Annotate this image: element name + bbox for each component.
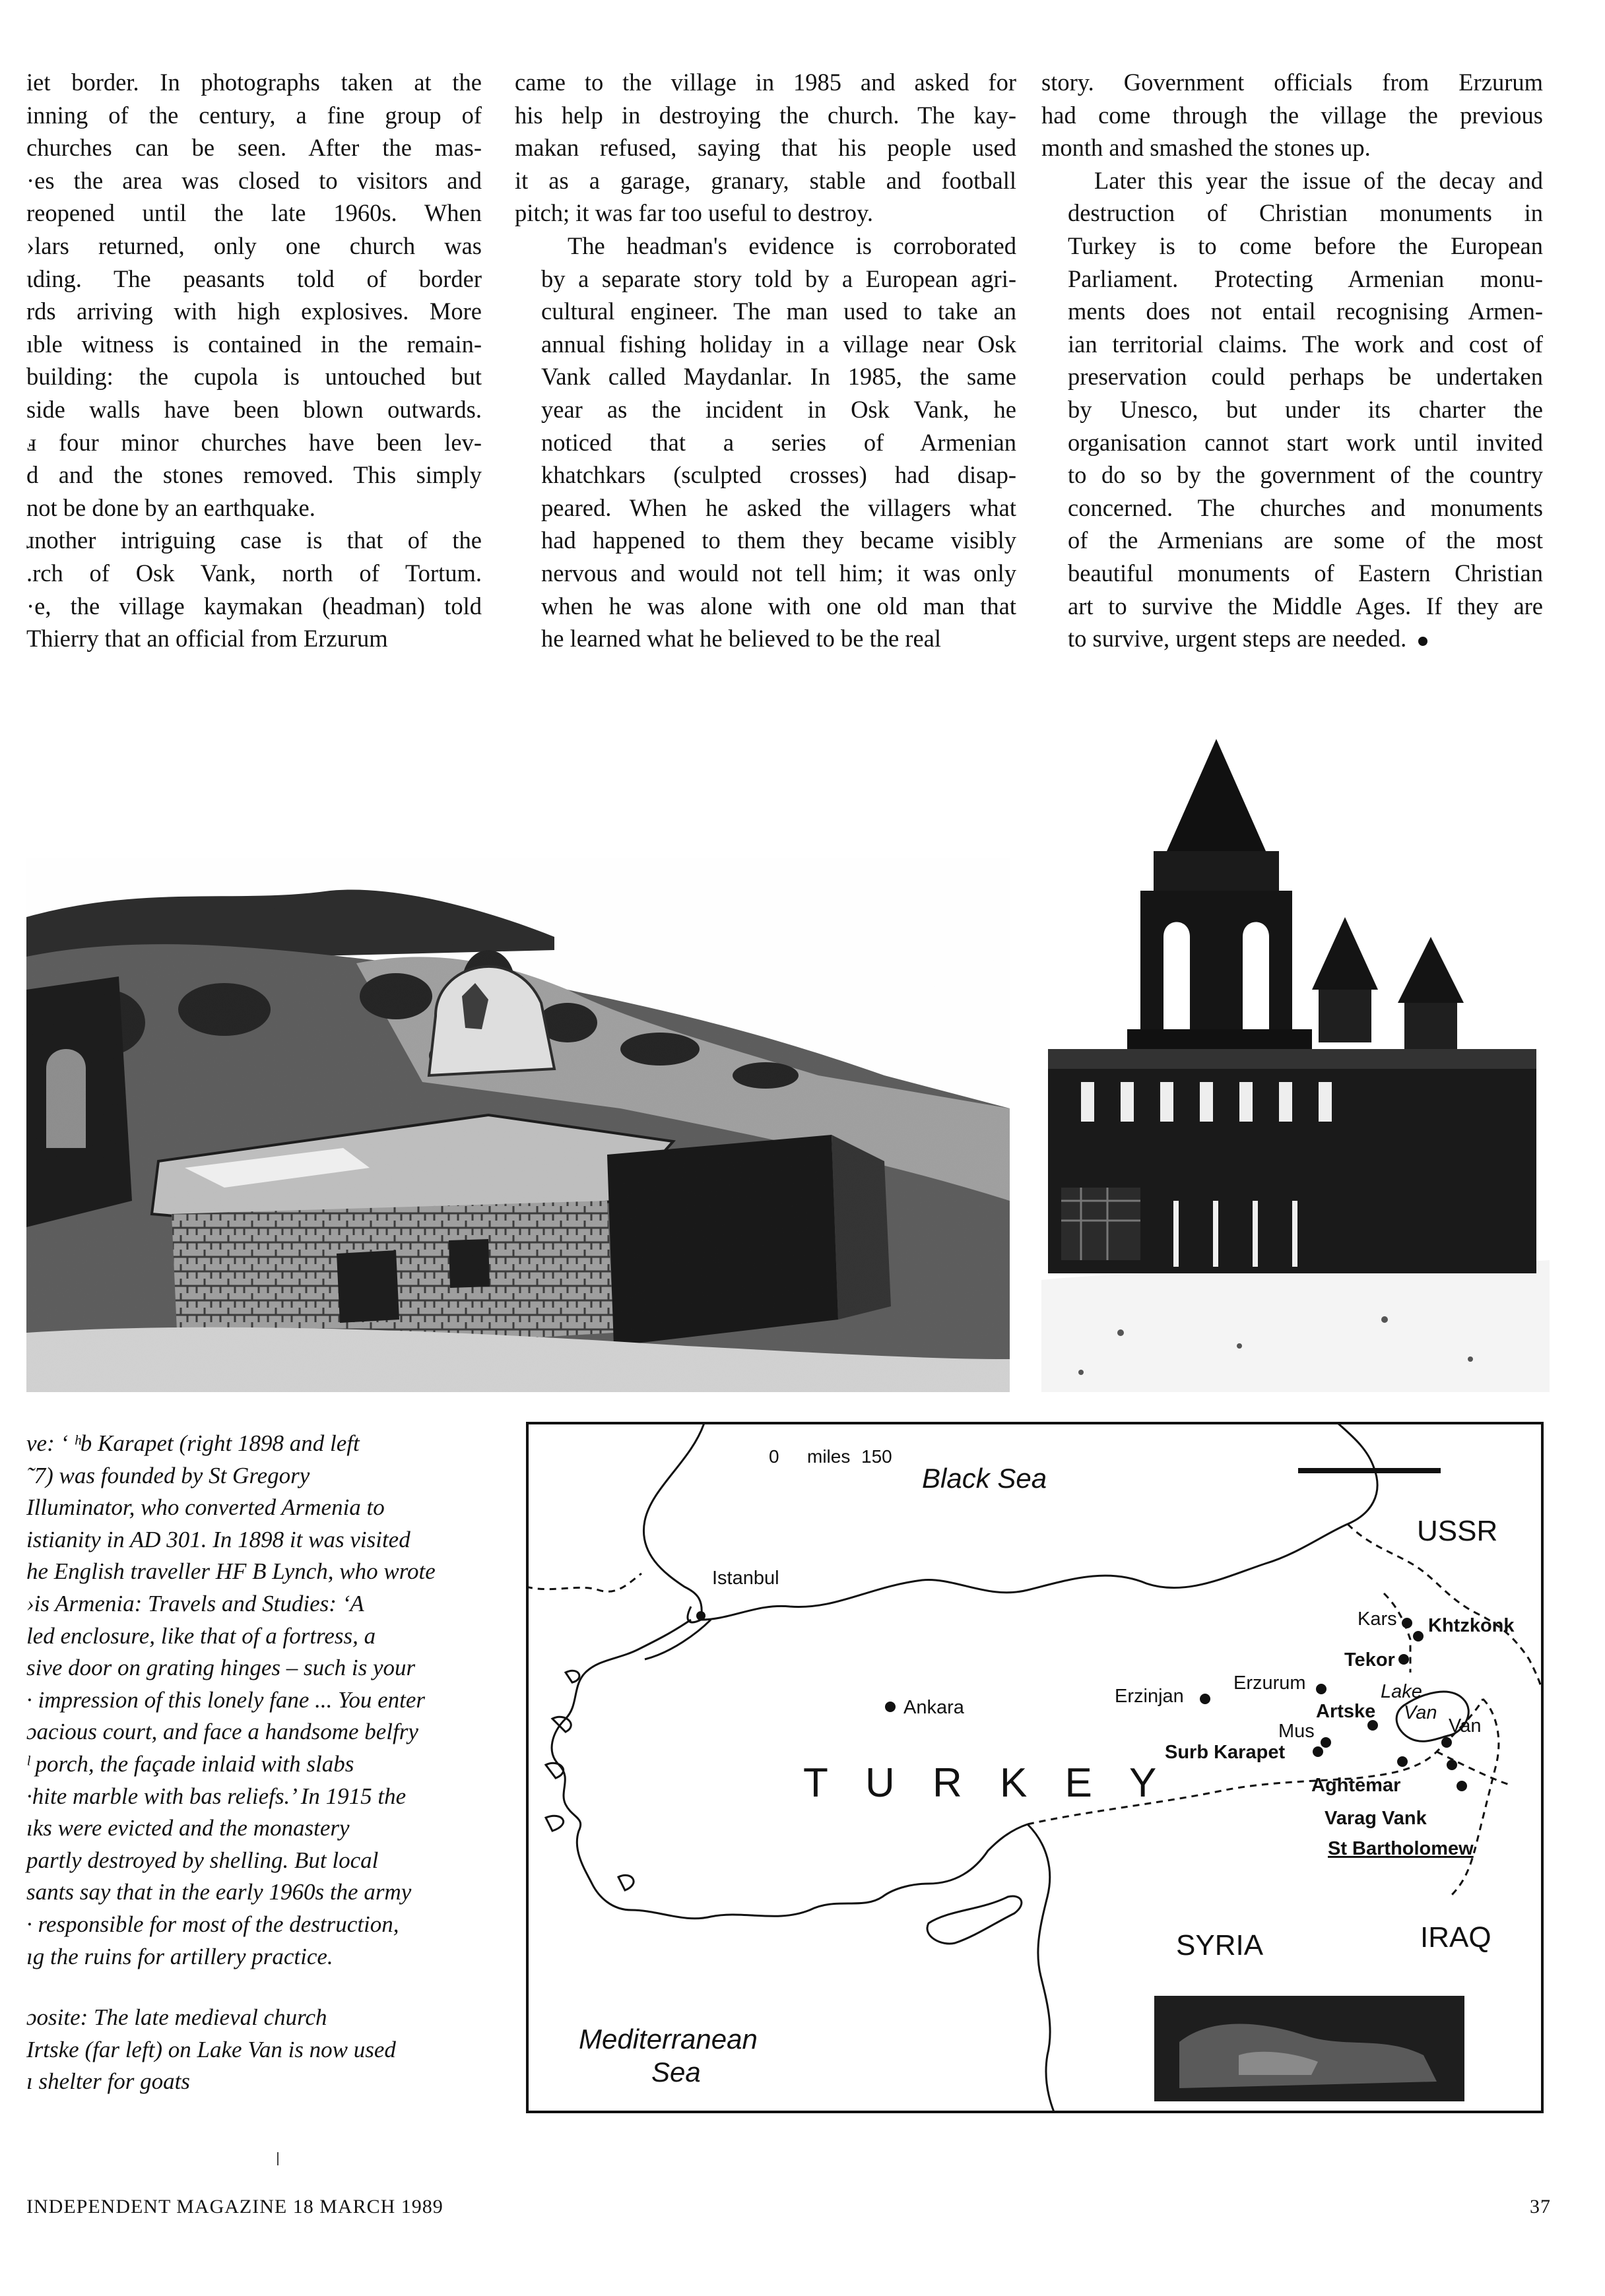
text-line: Vank called Maydanlar. In 1985, the same [541, 363, 1016, 391]
place-kars: Kars [1358, 1609, 1397, 1630]
text-line: ıble witness is contained in the remain- [26, 330, 482, 358]
map-svg [526, 1422, 1544, 2113]
text-line: beautiful monuments of Eastern Christian [1068, 559, 1543, 587]
label-ussr: USSR [1417, 1515, 1498, 1547]
text-line: his help in destroying the church. The kay- [515, 101, 1016, 129]
col2-paragraph [515, 66, 1016, 230]
scale-unit: miles [807, 1446, 851, 1467]
text-line: building: the cupola is untouched but [26, 363, 482, 391]
place-khtzkonk: Khtzkonk [1428, 1615, 1515, 1636]
label-black-sea: Black Sea [922, 1463, 1047, 1494]
text-line: pitch; it was far too useful to destroy. [515, 199, 873, 227]
photo-caption [26, 1428, 488, 2127]
text-line: side walls have been blown outwards. [26, 395, 482, 423]
text-line: not be done by an earthquake. [26, 494, 315, 521]
text-line: year as the incident in Osk Vank, he [541, 395, 1016, 423]
text-line: he learned what he believed to be the real [541, 625, 942, 653]
footer-publication: INDEPENDENT MAGAZINE 18 MARCH 1989 [26, 2196, 443, 2217]
text-line: to do so by the government of the country [1068, 461, 1543, 489]
photo-church-1898 [1041, 739, 1550, 1392]
text-line: concerned. The churches and monuments [1068, 494, 1543, 521]
text-line: makan refused, saying that his people used [515, 134, 1016, 162]
text-line: ɹnother intriguing case is that of the [26, 526, 482, 554]
text-line: came to the village in 1985 and asked for [515, 69, 1016, 96]
text-line: nervous and would not tell him; it was only [541, 559, 1016, 587]
place-erzinjan: Erzinjan [1115, 1686, 1184, 1707]
text-line: ·e, the village kaymakan (headman) told [26, 592, 482, 620]
place-van: Van [1449, 1715, 1482, 1737]
text-line: rds arriving with high explosives. More [26, 298, 482, 325]
text-line: ⅎ four minor churches have been lev- [26, 428, 482, 456]
col1-paragraph [26, 524, 482, 654]
place-tekor: Tekor [1344, 1649, 1395, 1671]
col2-paragraph [515, 230, 1016, 655]
photo-ruined-monastery [26, 858, 1010, 1392]
place-lake-van: Van [1404, 1702, 1437, 1723]
caption-rule [277, 2152, 278, 2165]
place-erzurum: Erzurum [1233, 1673, 1306, 1694]
place-surb-karapet: Surb Karapet [1165, 1742, 1286, 1763]
text-line: peared. When he asked the villagers what [541, 494, 1016, 521]
text-line: by a separate story told by a European agri- [541, 265, 1016, 292]
text-line: d and the stones removed. This simply [26, 461, 482, 489]
label-mediterranean: Mediterranean [579, 2024, 758, 2055]
caption-surb-karapet: ve: ʻ ʰb Karapet (right 1898 and left ˜7) was founded by St Gregory Illuminator, who converted Armenia to istianity in AD 301. In 1898 it was visited he English traveller HF B Lynch, who wrote ›is Armenia: Travels and Studies: ‘A led enclosure, like that of a fortress, a sive door on grating hinges – such is your · impression of this lonely fane ... You enter ɔacious court, and face a handsome belfry ˡ porch, the façade inlaid with slabs ·hite marble with bas reliefs.’ In 1915 the ıks were evicted and the monastery partly destroyed by shelling. But local sants say that in the early 1960s the army · responsible for most of the destruction, ıg the ruins for artillery practice. [26, 1430, 436, 1969]
text-line: had happened to them they became visibly [541, 526, 1016, 554]
label-sea: Sea [651, 2057, 701, 2088]
scale-max: 150 [861, 1446, 892, 1467]
text-line: ian territorial claims. The work and cost of [1068, 330, 1543, 358]
text-line: The headman's evidence is corroborated [568, 232, 1016, 259]
article-end-bullet [1418, 637, 1427, 646]
place-istanbul: Istanbul [712, 1568, 779, 1589]
text-line: art to survive the Middle Ages. If they are [1068, 592, 1543, 620]
article-column-3 [1041, 66, 1543, 655]
text-line: ·es the area was closed to visitors and [26, 166, 482, 194]
text-line: cultural engineer. The man used to take an [541, 298, 1016, 325]
text-line: story. Government officials from Erzurum [1041, 69, 1543, 96]
col1-paragraph [26, 66, 482, 524]
text-line: to survive, urgent steps are needed. [1041, 622, 1543, 655]
label-syria: SYRIA [1176, 1929, 1264, 1961]
footer-page-number: 37 [1530, 2196, 1551, 2217]
place-lake: Lake [1381, 1681, 1422, 1702]
ruins-illustration [26, 858, 1010, 1392]
text-line: of the Armenians are some of the most [1068, 526, 1543, 554]
text-line: Thierry that an official from Erzurum [26, 625, 388, 653]
article-column-1 [26, 66, 482, 655]
text-line: reopened until the late 1960s. When [26, 199, 482, 227]
text-line: noticed that a series of Armenian [541, 428, 1016, 456]
col3-paragraph [1041, 66, 1543, 164]
text-line: annual fishing holiday in a village near Osk [541, 330, 1016, 358]
place-varag-vank: Varag Vank [1325, 1808, 1427, 1829]
map-turkey-armenian-sites [526, 1422, 1544, 2113]
label-iraq: IRAQ [1420, 1921, 1491, 1954]
text-line: churches can be seen. After the mas- [26, 134, 482, 162]
scale-zero: 0 [769, 1446, 779, 1467]
text-line: organisation cannot start work until invited [1068, 428, 1543, 456]
text-line: ιding. The peasants told of border [26, 265, 482, 292]
article-column-2 [515, 66, 1016, 655]
text-line: preservation could perhaps be undertaken [1068, 363, 1543, 391]
text-line: by Unesco, but under its charter the [1068, 395, 1543, 423]
text-line: ments does not entail recognising Armen- [1068, 298, 1543, 325]
place-artske: Artske [1316, 1701, 1376, 1722]
place-st-bartholomew: St Bartholomew [1328, 1838, 1474, 1859]
text-line: khatchkars (sculpted crosses) had disap- [541, 461, 1016, 489]
text-line: Turkey is to come before the European [1068, 232, 1543, 259]
text-line: when he was alone with one old man that [541, 592, 1016, 620]
text-line: it as a garage, granary, stable and football [515, 166, 1016, 194]
inset-locator-map [1154, 1996, 1464, 2101]
col3-paragraph [1041, 164, 1543, 655]
page-footer [26, 2196, 1551, 2222]
label-turkey: T U R K E Y [803, 1760, 1170, 1806]
place-aghtemar: Aghtemar [1311, 1775, 1401, 1796]
text-line: Parliament. Protecting Armenian monu- [1068, 265, 1543, 292]
text-line: iet border. In photographs taken at the [26, 69, 482, 96]
place-mus: Mus [1278, 1721, 1315, 1742]
text-line: inning of the century, a fine group of [26, 101, 482, 129]
church-illustration [1041, 739, 1550, 1392]
caption-artske: ɔosite: The late medieval church Irtske (far left) on Lake Van is now used ı shelter for goats [26, 2004, 396, 2095]
text-line: had come through the village the previous [1041, 101, 1543, 129]
place-ankara: Ankara [903, 1697, 964, 1718]
text-line: month and smashed the stones up. [1041, 134, 1371, 162]
text-line: .rch of Osk Vank, north of Tortum. [26, 559, 482, 587]
text-line: ›lars returned, only one church was [26, 232, 482, 259]
text-line: Later this year the issue of the decay and [1094, 166, 1543, 194]
text-line: destruction of Christian monuments in [1068, 199, 1543, 227]
